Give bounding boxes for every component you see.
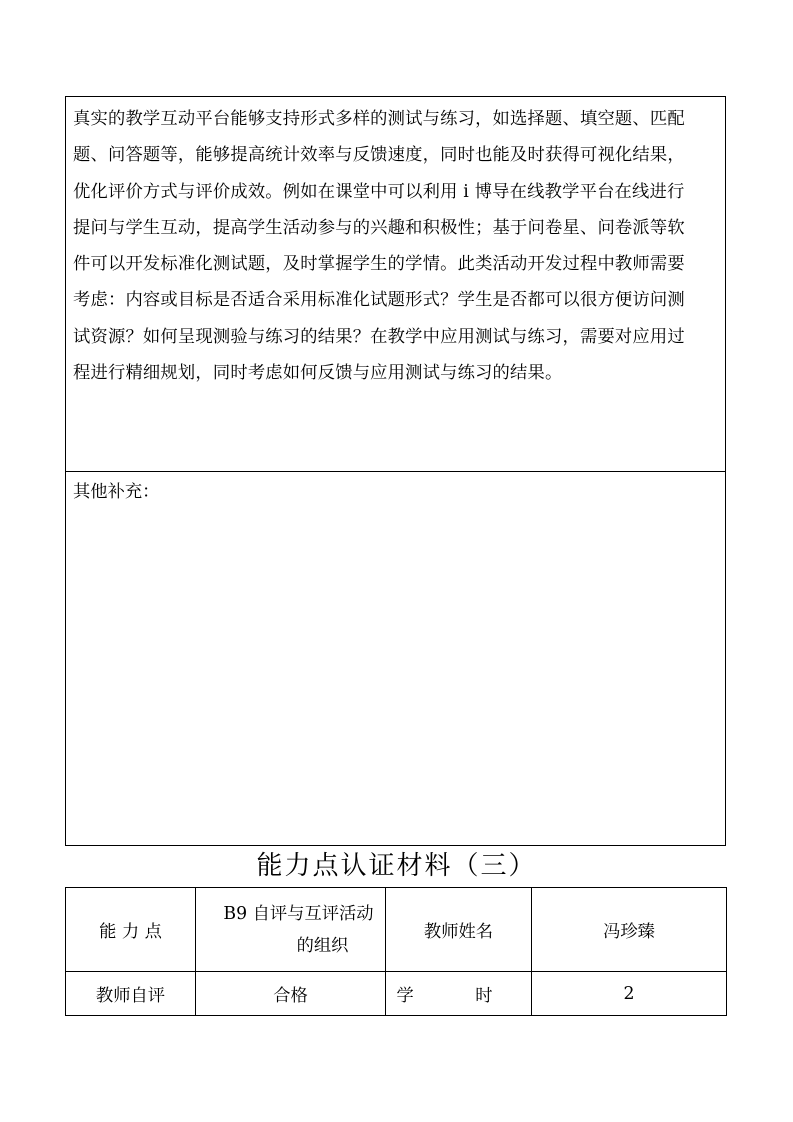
ability-value-line2: 的组织 [296, 935, 349, 956]
hours-label: 学 时 [396, 986, 521, 1006]
table-row [66, 972, 727, 1016]
info-table [65, 887, 727, 1016]
paragraph-line: 考虑：内容或目标是否适合采用标准化试题形式？学生是否都可以很方便访问测 [73, 290, 685, 311]
supplement-label: 其他补充： [73, 482, 160, 502]
hours-value: 2 [623, 983, 635, 1004]
self-eval-label: 教师自评 [95, 986, 166, 1006]
ability-label: 能 力 点 [99, 922, 162, 942]
ability-label-cell [66, 888, 196, 972]
table-row [66, 888, 727, 972]
ability-value-line1: B9 自评与互评活动 [223, 903, 374, 924]
paragraph-line: 试资源？如何呈现测验与练习的结果？在教学中应用测试与练习，需要对应用过 [73, 326, 685, 347]
self-eval-label-cell [66, 972, 196, 1016]
ability-value-cell [196, 888, 386, 972]
teacher-name-label: 教师姓名 [423, 922, 494, 942]
paragraph-line: 件可以开发标准化测试题，及时掌握学生的学情。此类活动开发过程中教师需要 [73, 254, 685, 275]
teacher-name-label-cell [386, 888, 532, 972]
self-eval-value-cell [196, 972, 386, 1016]
paragraph-line: 优化评价方式与评价成效。例如在课堂中可以利用 i 博导在线教学平台在线进行 [73, 181, 685, 202]
hours-label-cell [386, 972, 532, 1016]
paragraph-line: 提问与学生互动，提高学生活动参与的兴趣和积极性；基于问卷星、问卷派等软 [73, 217, 685, 238]
teacher-name-value-cell [532, 888, 727, 972]
content-paragraph [73, 101, 721, 391]
paragraph-line: 题、问答题等，能够提高统计效率与反馈速度，同时也能及时获得可视化结果， [73, 145, 685, 166]
teacher-name-value: 冯珍臻 [603, 922, 655, 942]
hours-value-cell [532, 972, 727, 1016]
self-eval-value: 合格 [273, 986, 308, 1006]
paragraph-line: 程进行精细规划，同时考虑如何反馈与应用测试与练习的结果。 [73, 363, 563, 384]
section-title: 能力点认证材料（三） [256, 851, 537, 881]
content-cell [66, 97, 725, 472]
content-table [65, 96, 726, 846]
paragraph-line: 真实的教学互动平台能够支持形式多样的测试与练习，如选择题、填空题、匹配 [73, 109, 685, 129]
